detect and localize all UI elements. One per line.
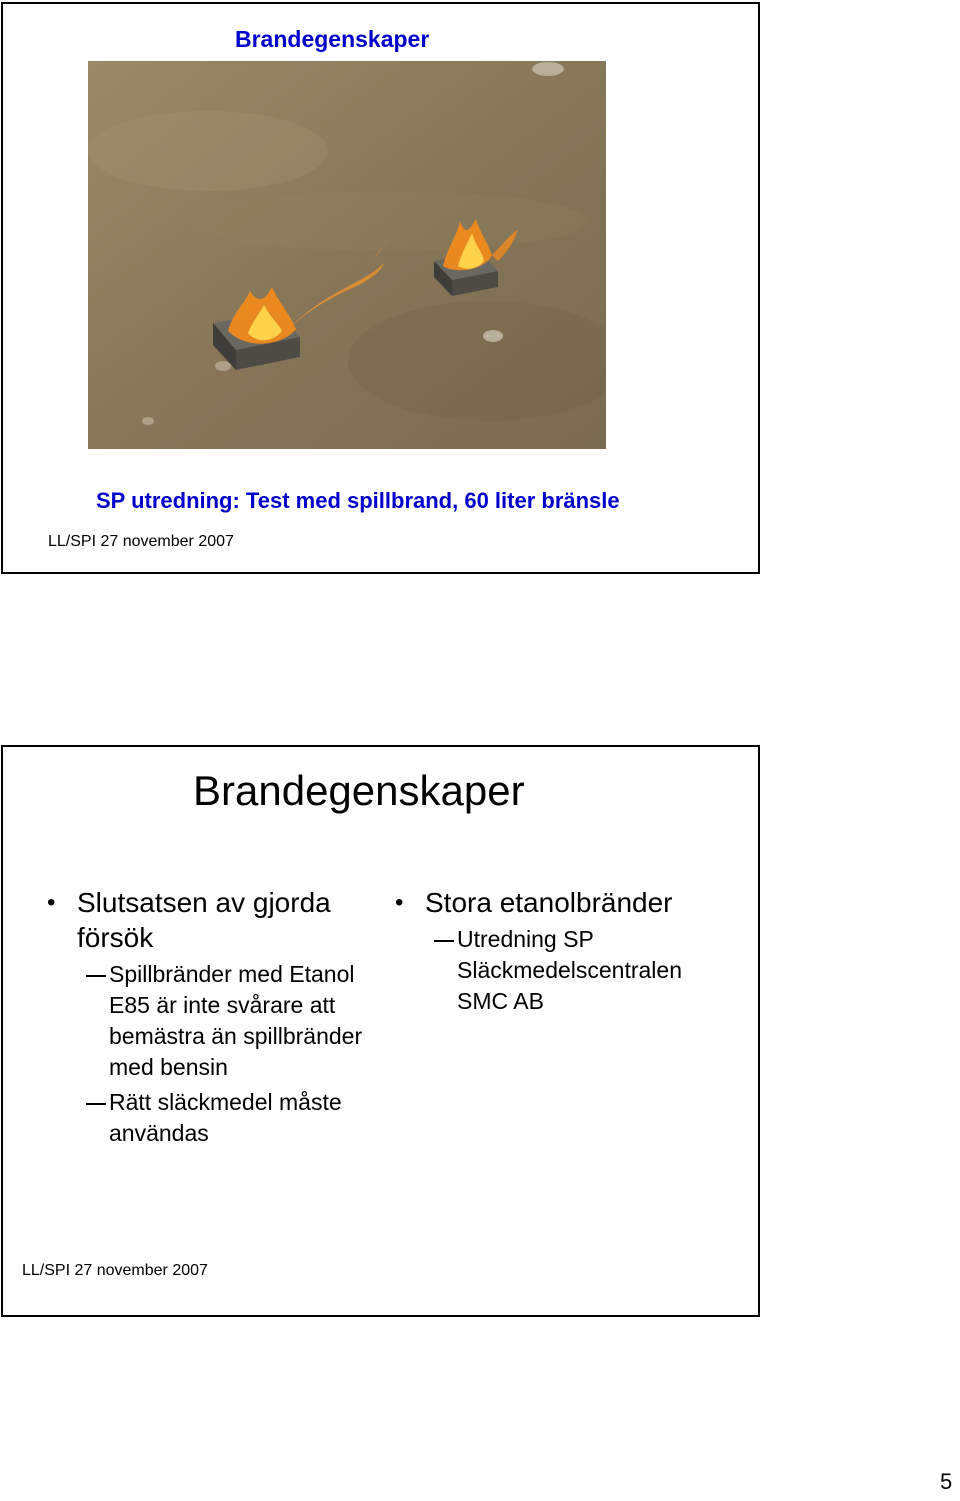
- slide-1-footer: LL/SPI 27 november 2007: [48, 533, 234, 550]
- slide-2-footer: LL/SPI 27 november 2007: [22, 1262, 208, 1279]
- page-number: 5: [940, 1469, 953, 1494]
- slide-1-title: Brandegenskaper: [235, 26, 430, 52]
- photo-caption: SP utredning: Test med spillbrand, 60 liter bränsle: [96, 488, 620, 513]
- slide-2-title: Brandegenskaper: [193, 767, 525, 814]
- spill-fire-photo: [88, 61, 606, 449]
- sub-item-spill-fires: Spillbränder med Etanol E85 är inte svårare att bemästra än spillbränder med bensin: [47, 959, 377, 1083]
- bullet-conclusion: • Slutsatsen av gjorda försök: [47, 885, 377, 955]
- bullet-large-ethanol-fires: • Stora etanolbränder: [395, 885, 735, 920]
- sub-item-investigation: Utredning SP Släckmedelscentralen SMC AB: [395, 924, 735, 1017]
- left-column: [47, 885, 377, 1149]
- right-column: [395, 885, 735, 1017]
- slide-1: [1, 2, 760, 574]
- sub-item-extinguishing-agent: Rätt släckmedel måste användas: [47, 1087, 377, 1149]
- slide-2: [1, 745, 760, 1317]
